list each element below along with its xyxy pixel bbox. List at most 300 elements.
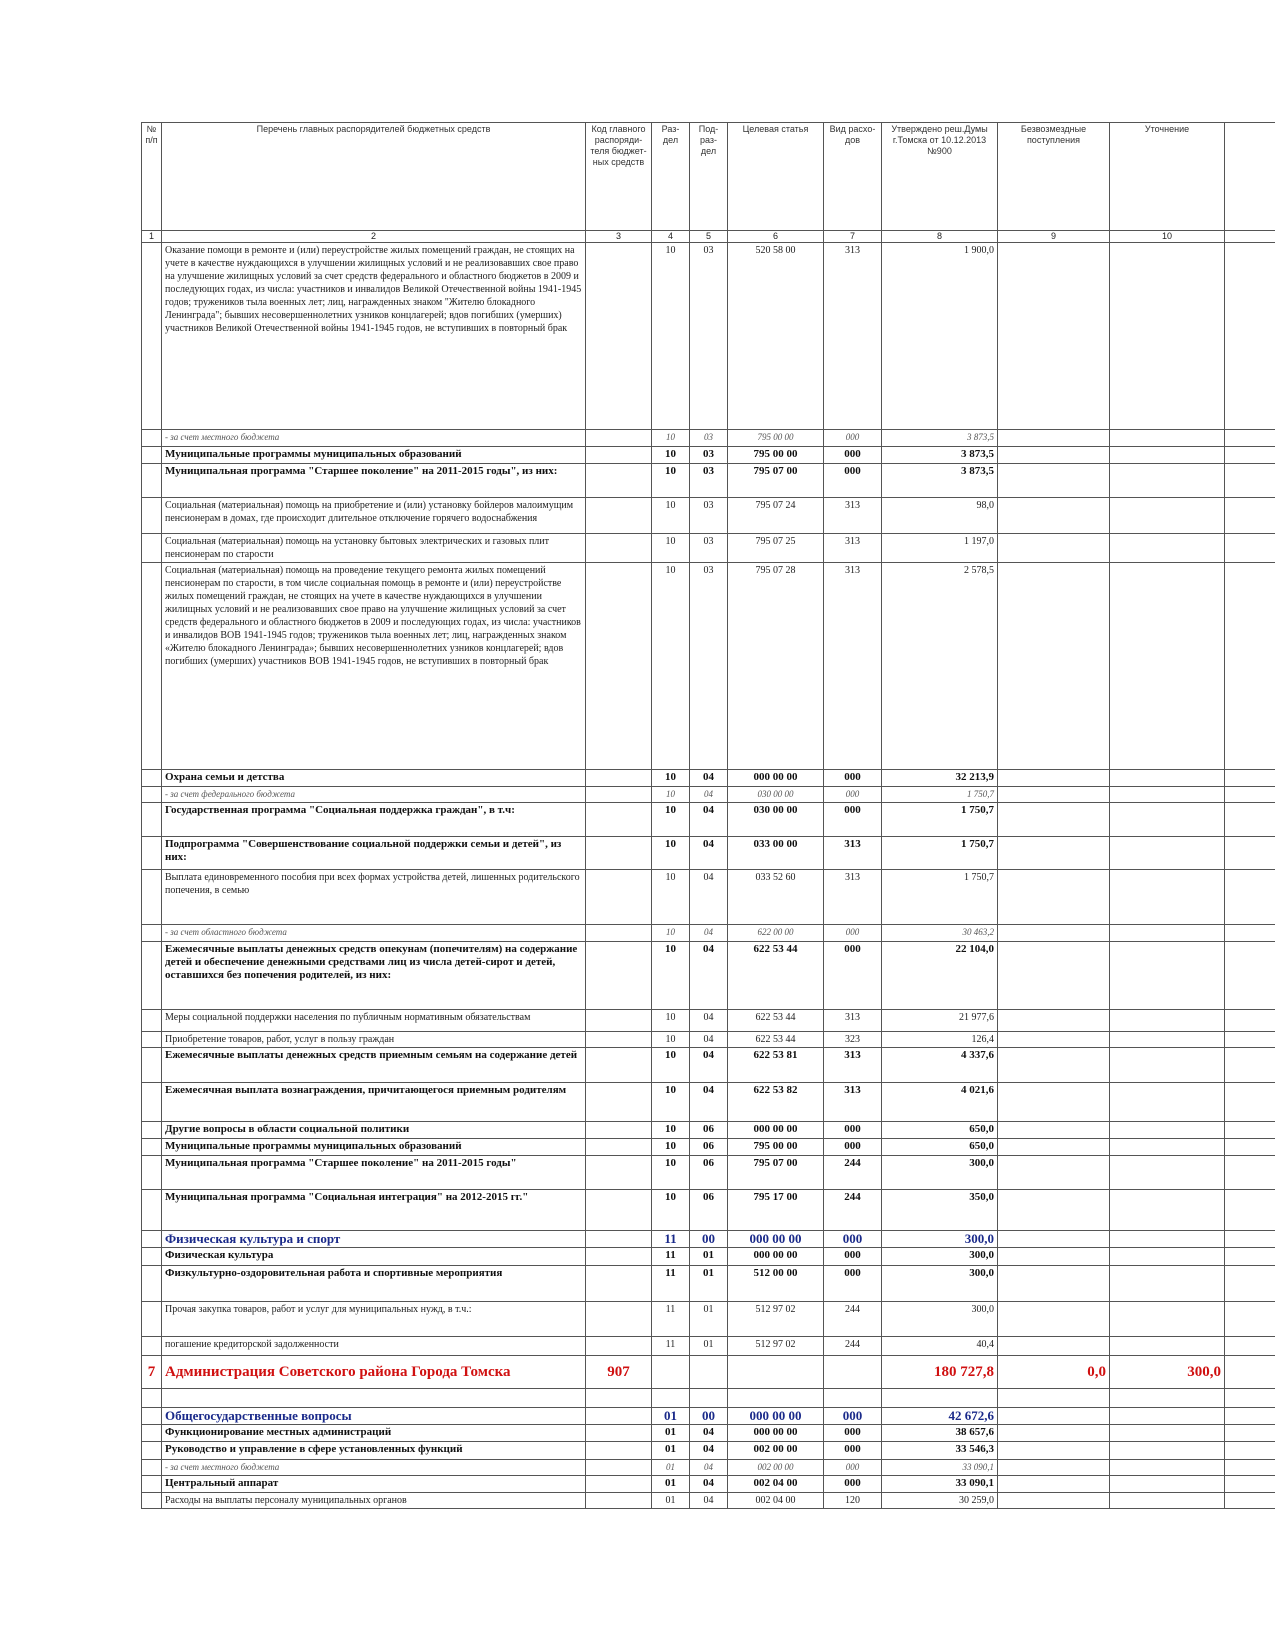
row-code (586, 942, 652, 1010)
row-code (586, 1083, 652, 1122)
row-vid: 244 (824, 1156, 882, 1190)
row-bezvozmezdnye (998, 1010, 1110, 1032)
row-bezvozmezdnye (998, 498, 1110, 534)
row-index (142, 1032, 162, 1048)
row-extra (1225, 787, 1275, 803)
table-row (142, 1122, 1275, 1139)
row-bezvozmezdnye (998, 1389, 1110, 1408)
table-row (142, 1356, 1275, 1389)
row-code (586, 1010, 652, 1032)
row-utochnenie (1110, 1231, 1225, 1248)
row-amount: 33 090,1 (882, 1460, 998, 1476)
row-statya: 622 00 00 (728, 925, 824, 942)
row-name: Физическая культура (162, 1248, 586, 1266)
header-bezvozmezdnye: Безвозмездные поступления (998, 123, 1110, 231)
header-approved: Утверждено реш.Думы г.Томска от 10.12.2013 №900 (882, 123, 998, 231)
row-vid: 000 (824, 1408, 882, 1425)
row-razdel: 01 (652, 1460, 690, 1476)
table-row (142, 464, 1275, 498)
row-name: - за счет местного бюджета (162, 430, 586, 447)
row-index (142, 534, 162, 563)
row-extra (1225, 1248, 1275, 1266)
row-utochnenie (1110, 803, 1225, 837)
row-utochnenie (1110, 243, 1225, 430)
row-podrazdel: 04 (690, 1493, 728, 1509)
row-index (142, 430, 162, 447)
row-razdel: 10 (652, 498, 690, 534)
row-index (142, 1248, 162, 1266)
row-name: Муниципальная программа "Социальная интеграция" на 2012-2015 гг." (162, 1190, 586, 1231)
row-index (142, 243, 162, 430)
row-utochnenie (1110, 1442, 1225, 1460)
row-extra (1225, 1032, 1275, 1048)
row-utochnenie (1110, 1302, 1225, 1337)
row-utochnenie (1110, 1122, 1225, 1139)
col-num: 5 (690, 231, 728, 243)
row-index (142, 770, 162, 787)
row-code (586, 770, 652, 787)
row-amount: 180 727,8 (882, 1356, 998, 1389)
row-razdel: 11 (652, 1302, 690, 1337)
row-vid: 000 (824, 942, 882, 1010)
row-amount: 650,0 (882, 1139, 998, 1156)
row-name: Ежемесячная выплата вознаграждения, причитающегося приемным родителям (162, 1083, 586, 1122)
row-amount: 4 021,6 (882, 1083, 998, 1122)
table-row (142, 498, 1275, 534)
row-name: Социальная (материальная) помощь на проведение текущего ремонта жилых помещений пенсионерам по старости, в том числе социальная помощь в ремонте и (или) переустройстве жилых помещений граждан, не стоящих на учете в качестве нуждающихся в улучшении жилищных условий и не реализовавших свое право на улучшение жилищных условий за счет средств федерального и областного бюджетов в 2009 и последующих годах, из числа: участников и инвалидов ВОВ 1941-1945 годов; тружеников тыла военных лет; лиц, награжденных знаком «Жителю блокадного Ленинграда»; бывших несовершеннолетних узников концлагерей; вдов погибших (умерших) участников ВОВ 1941-1945 годов, не вступивших в повторный брак (162, 563, 586, 770)
row-code (586, 787, 652, 803)
row-vid: 000 (824, 1266, 882, 1302)
row-statya: 000 00 00 (728, 1122, 824, 1139)
row-statya: 000 00 00 (728, 1425, 824, 1442)
row-bezvozmezdnye (998, 1476, 1110, 1493)
row-extra (1225, 1231, 1275, 1248)
header-podrazdel: Под-раз-дел (690, 123, 728, 231)
row-index (142, 1460, 162, 1476)
row-name: Ежемесячные выплаты денежных средств опекунам (попечителям) на содержание детей и обеспечение денежными средствами лиц из числа детей-сирот и детей, оставшихся без попечения родителей, из них: (162, 942, 586, 1010)
row-razdel: 10 (652, 942, 690, 1010)
row-code (586, 1048, 652, 1083)
row-razdel (652, 1356, 690, 1389)
row-bezvozmezdnye (998, 837, 1110, 870)
table-row (142, 925, 1275, 942)
row-bezvozmezdnye (998, 1460, 1110, 1476)
row-code (586, 925, 652, 942)
row-vid: 313 (824, 1083, 882, 1122)
row-vid: 000 (824, 464, 882, 498)
row-name: - за счет федерального бюджета (162, 787, 586, 803)
row-code (586, 1476, 652, 1493)
row-amount: 30 259,0 (882, 1493, 998, 1509)
row-podrazdel: 06 (690, 1190, 728, 1231)
row-index (142, 1476, 162, 1493)
row-statya: 795 07 00 (728, 1156, 824, 1190)
table-row (142, 942, 1275, 1010)
row-podrazdel: 04 (690, 1442, 728, 1460)
table-row (142, 430, 1275, 447)
row-statya: 033 00 00 (728, 837, 824, 870)
row-extra (1225, 837, 1275, 870)
row-amount: 1 900,0 (882, 243, 998, 430)
row-utochnenie (1110, 1408, 1225, 1425)
row-bezvozmezdnye (998, 1493, 1110, 1509)
row-podrazdel: 03 (690, 498, 728, 534)
row-podrazdel: 04 (690, 870, 728, 925)
row-bezvozmezdnye (998, 1122, 1110, 1139)
row-vid: 120 (824, 1493, 882, 1509)
row-razdel: 11 (652, 1248, 690, 1266)
row-bezvozmezdnye (998, 942, 1110, 1010)
row-extra (1225, 1083, 1275, 1122)
table-row (142, 1139, 1275, 1156)
row-amount: 1 750,7 (882, 787, 998, 803)
row-extra (1225, 1139, 1275, 1156)
row-extra (1225, 1460, 1275, 1476)
table-row (142, 837, 1275, 870)
row-razdel: 10 (652, 1190, 690, 1231)
row-statya: 622 53 82 (728, 1083, 824, 1122)
row-vid: 313 (824, 563, 882, 770)
row-statya: 033 52 60 (728, 870, 824, 925)
row-amount: 33 546,3 (882, 1442, 998, 1460)
row-code (586, 837, 652, 870)
row-vid: 000 (824, 1460, 882, 1476)
row-extra (1225, 447, 1275, 464)
row-statya: 795 00 00 (728, 1139, 824, 1156)
row-name: Прочая закупка товаров, работ и услуг для муниципальных нужд, в т.ч.: (162, 1302, 586, 1337)
row-name: Расходы на выплаты персоналу муниципальных органов (162, 1493, 586, 1509)
row-podrazdel: 01 (690, 1302, 728, 1337)
row-podrazdel: 03 (690, 534, 728, 563)
row-podrazdel (690, 1389, 728, 1408)
row-vid: 000 (824, 925, 882, 942)
row-bezvozmezdnye (998, 1302, 1110, 1337)
table-row (142, 1190, 1275, 1231)
row-statya: 795 07 25 (728, 534, 824, 563)
row-amount: 38 657,6 (882, 1425, 998, 1442)
row-index (142, 1083, 162, 1122)
row-statya: 795 07 24 (728, 498, 824, 534)
row-razdel: 10 (652, 1122, 690, 1139)
row-amount: 33 090,1 (882, 1476, 998, 1493)
table-row (142, 1248, 1275, 1266)
row-podrazdel: 01 (690, 1337, 728, 1356)
row-amount: 1 197,0 (882, 534, 998, 563)
row-razdel: 10 (652, 1048, 690, 1083)
row-podrazdel: 04 (690, 837, 728, 870)
row-utochnenie (1110, 1139, 1225, 1156)
row-code (586, 1408, 652, 1425)
row-utochnenie (1110, 1460, 1225, 1476)
row-bezvozmezdnye (998, 1048, 1110, 1083)
row-amount: 300,0 (882, 1266, 998, 1302)
row-amount: 300,0 (882, 1231, 998, 1248)
row-amount: 42 672,6 (882, 1408, 998, 1425)
row-podrazdel: 06 (690, 1156, 728, 1190)
row-extra (1225, 1442, 1275, 1460)
table-row (142, 1032, 1275, 1048)
col-num: 4 (652, 231, 690, 243)
row-extra (1225, 430, 1275, 447)
table-row (142, 243, 1275, 430)
row-statya: 000 00 00 (728, 770, 824, 787)
row-name: Муниципальная программа "Старшее поколение" на 2011-2015 годы" (162, 1156, 586, 1190)
table-row (142, 1442, 1275, 1460)
row-razdel: 01 (652, 1425, 690, 1442)
row-bezvozmezdnye (998, 1266, 1110, 1302)
row-razdel: 10 (652, 803, 690, 837)
row-podrazdel: 04 (690, 1083, 728, 1122)
row-statya (728, 1356, 824, 1389)
row-utochnenie (1110, 770, 1225, 787)
col-num: 9 (998, 231, 1110, 243)
row-extra (1225, 1048, 1275, 1083)
row-bezvozmezdnye (998, 770, 1110, 787)
col-num (1225, 231, 1275, 243)
row-vid: 000 (824, 1248, 882, 1266)
table-row (142, 1048, 1275, 1083)
row-code (586, 803, 652, 837)
row-podrazdel: 00 (690, 1231, 728, 1248)
row-amount: 4 337,6 (882, 1048, 998, 1083)
row-razdel: 10 (652, 1083, 690, 1122)
table-row (142, 787, 1275, 803)
row-podrazdel: 04 (690, 1460, 728, 1476)
row-bezvozmezdnye (998, 534, 1110, 563)
row-utochnenie (1110, 1156, 1225, 1190)
row-index: 7 (142, 1356, 162, 1389)
row-amount: 30 463,2 (882, 925, 998, 942)
header-extra (1225, 123, 1275, 231)
row-index (142, 837, 162, 870)
col-num: 10 (1110, 231, 1225, 243)
row-code: 907 (586, 1356, 652, 1389)
row-extra (1225, 1266, 1275, 1302)
row-index (142, 1425, 162, 1442)
row-amount: 3 873,5 (882, 464, 998, 498)
row-vid: 313 (824, 1048, 882, 1083)
row-statya: 002 00 00 (728, 1460, 824, 1476)
row-amount: 126,4 (882, 1032, 998, 1048)
row-name: - за счет местного бюджета (162, 1460, 586, 1476)
row-code (586, 1156, 652, 1190)
header-name: Перечень главных распорядителей бюджетных средств (162, 123, 586, 231)
col-num: 3 (586, 231, 652, 243)
row-extra (1225, 563, 1275, 770)
row-extra (1225, 1356, 1275, 1389)
row-code (586, 1389, 652, 1408)
row-amount: 350,0 (882, 1190, 998, 1231)
row-code (586, 243, 652, 430)
row-index (142, 1337, 162, 1356)
table-row (142, 803, 1275, 837)
row-podrazdel: 03 (690, 464, 728, 498)
row-utochnenie (1110, 837, 1225, 870)
row-vid: 000 (824, 1231, 882, 1248)
row-statya: 622 53 44 (728, 1010, 824, 1032)
row-podrazdel: 04 (690, 1010, 728, 1032)
row-razdel: 10 (652, 870, 690, 925)
row-statya: 000 00 00 (728, 1248, 824, 1266)
row-index (142, 1122, 162, 1139)
row-name: Физическая культура и спорт (162, 1231, 586, 1248)
row-code (586, 464, 652, 498)
row-extra (1225, 925, 1275, 942)
table-row (142, 1425, 1275, 1442)
row-code (586, 1231, 652, 1248)
row-vid: 000 (824, 1425, 882, 1442)
row-name: Центральный аппарат (162, 1476, 586, 1493)
row-extra (1225, 1302, 1275, 1337)
row-index (142, 803, 162, 837)
row-name: - за счет областного бюджета (162, 925, 586, 942)
row-amount: 3 873,5 (882, 430, 998, 447)
row-utochnenie (1110, 1010, 1225, 1032)
row-amount (882, 1389, 998, 1408)
row-statya: 622 53 81 (728, 1048, 824, 1083)
row-vid: 000 (824, 787, 882, 803)
row-index (142, 1266, 162, 1302)
row-code (586, 1302, 652, 1337)
row-extra (1225, 1476, 1275, 1493)
row-vid: 313 (824, 1010, 882, 1032)
row-razdel: 10 (652, 1139, 690, 1156)
row-utochnenie (1110, 498, 1225, 534)
row-extra (1225, 1010, 1275, 1032)
row-podrazdel: 06 (690, 1139, 728, 1156)
row-vid: 313 (824, 498, 882, 534)
row-statya: 002 00 00 (728, 1442, 824, 1460)
row-podrazdel: 01 (690, 1248, 728, 1266)
row-utochnenie (1110, 1389, 1225, 1408)
row-vid: 000 (824, 1122, 882, 1139)
budget-table (141, 122, 1275, 1509)
row-code (586, 1190, 652, 1231)
column-number-row (142, 231, 1275, 243)
row-podrazdel: 04 (690, 770, 728, 787)
table-row (142, 1493, 1275, 1509)
row-extra (1225, 1408, 1275, 1425)
row-vid (824, 1356, 882, 1389)
row-vid: 000 (824, 803, 882, 837)
header-number: № п/п (142, 123, 162, 231)
row-vid: 323 (824, 1032, 882, 1048)
row-razdel: 10 (652, 447, 690, 464)
table-row (142, 1460, 1275, 1476)
table-row (142, 1337, 1275, 1356)
row-index (142, 1408, 162, 1425)
row-name (162, 1389, 586, 1408)
row-code (586, 1460, 652, 1476)
row-razdel: 10 (652, 534, 690, 563)
row-amount: 300,0 (882, 1302, 998, 1337)
row-extra (1225, 942, 1275, 1010)
row-vid: 244 (824, 1302, 882, 1337)
row-razdel: 11 (652, 1231, 690, 1248)
row-code (586, 1266, 652, 1302)
row-razdel: 10 (652, 563, 690, 770)
row-bezvozmezdnye: 0,0 (998, 1356, 1110, 1389)
row-extra (1225, 243, 1275, 430)
row-utochnenie: 300,0 (1110, 1356, 1225, 1389)
row-extra (1225, 1493, 1275, 1509)
row-statya: 622 53 44 (728, 942, 824, 1010)
row-amount: 1 750,7 (882, 837, 998, 870)
row-index (142, 1048, 162, 1083)
row-code (586, 563, 652, 770)
row-amount: 21 977,6 (882, 1010, 998, 1032)
table-row (142, 770, 1275, 787)
row-bezvozmezdnye (998, 1032, 1110, 1048)
header-statya: Целевая статья (728, 123, 824, 231)
row-index (142, 464, 162, 498)
row-vid: 313 (824, 243, 882, 430)
row-name: Приобретение товаров, работ, услуг в пользу граждан (162, 1032, 586, 1048)
row-utochnenie (1110, 1266, 1225, 1302)
row-bezvozmezdnye (998, 925, 1110, 942)
row-index (142, 942, 162, 1010)
row-name: Ежемесячные выплаты денежных средств приемным семьям на содержание детей (162, 1048, 586, 1083)
row-statya: 512 00 00 (728, 1266, 824, 1302)
row-name: Социальная (материальная) помощь на установку бытовых электрических и газовых плит пенсионерам по старости (162, 534, 586, 563)
row-statya: 795 00 00 (728, 430, 824, 447)
row-extra (1225, 464, 1275, 498)
row-statya: 795 00 00 (728, 447, 824, 464)
row-name: Оказание помощи в ремонте и (или) переустройстве жилых помещений граждан, не стоящих на учете в качестве нуждающихся в улучшении жилищных условий и не реализовавших свое право на улучшение жилищных условий за счет средств федерального и областного бюджетов в 2009 и последующих годах, из числа: участников и инвалидов Великой Отечественной войны 1941-1945 годов; тружеников тыла военных лет; лиц, награжденных знаком "Жителю блокадного Ленинграда"; бывших несовершеннолетних узников концлагерей; вдов погибших (умерших) участников Великой Отечественной войны 1941-1945 годов, не вступивших в повторный брак (162, 243, 586, 430)
row-bezvozmezdnye (998, 464, 1110, 498)
table-row (142, 1266, 1275, 1302)
col-num: 6 (728, 231, 824, 243)
row-name: Подпрограмма "Совершенствование социальной поддержки семьи и детей", из них: (162, 837, 586, 870)
row-utochnenie (1110, 942, 1225, 1010)
row-bezvozmezdnye (998, 1337, 1110, 1356)
row-index (142, 1190, 162, 1231)
row-vid: 313 (824, 870, 882, 925)
row-index (142, 1302, 162, 1337)
table-row (142, 563, 1275, 770)
row-razdel: 10 (652, 464, 690, 498)
row-podrazdel: 04 (690, 1048, 728, 1083)
row-razdel (652, 1389, 690, 1408)
table-row (142, 447, 1275, 464)
row-podrazdel (690, 1356, 728, 1389)
row-bezvozmezdnye (998, 1442, 1110, 1460)
row-code (586, 498, 652, 534)
table-row (142, 1010, 1275, 1032)
row-podrazdel: 03 (690, 430, 728, 447)
row-name: Выплата единовременного пособия при всех формах устройства детей, лишенных родительского попечения, в семью (162, 870, 586, 925)
row-podrazdel: 01 (690, 1266, 728, 1302)
row-utochnenie (1110, 534, 1225, 563)
row-utochnenie (1110, 563, 1225, 770)
row-amount: 3 873,5 (882, 447, 998, 464)
row-bezvozmezdnye (998, 1231, 1110, 1248)
row-bezvozmezdnye (998, 447, 1110, 464)
row-utochnenie (1110, 1032, 1225, 1048)
row-utochnenie (1110, 1190, 1225, 1231)
row-extra (1225, 1337, 1275, 1356)
row-name: Охрана семьи и детства (162, 770, 586, 787)
row-podrazdel: 04 (690, 1476, 728, 1493)
row-bezvozmezdnye (998, 563, 1110, 770)
row-razdel: 11 (652, 1266, 690, 1302)
row-name: Другие вопросы в области социальной политики (162, 1122, 586, 1139)
row-utochnenie (1110, 870, 1225, 925)
row-podrazdel: 04 (690, 1425, 728, 1442)
table-row (142, 1156, 1275, 1190)
row-razdel: 11 (652, 1337, 690, 1356)
row-statya: 000 00 00 (728, 1231, 824, 1248)
